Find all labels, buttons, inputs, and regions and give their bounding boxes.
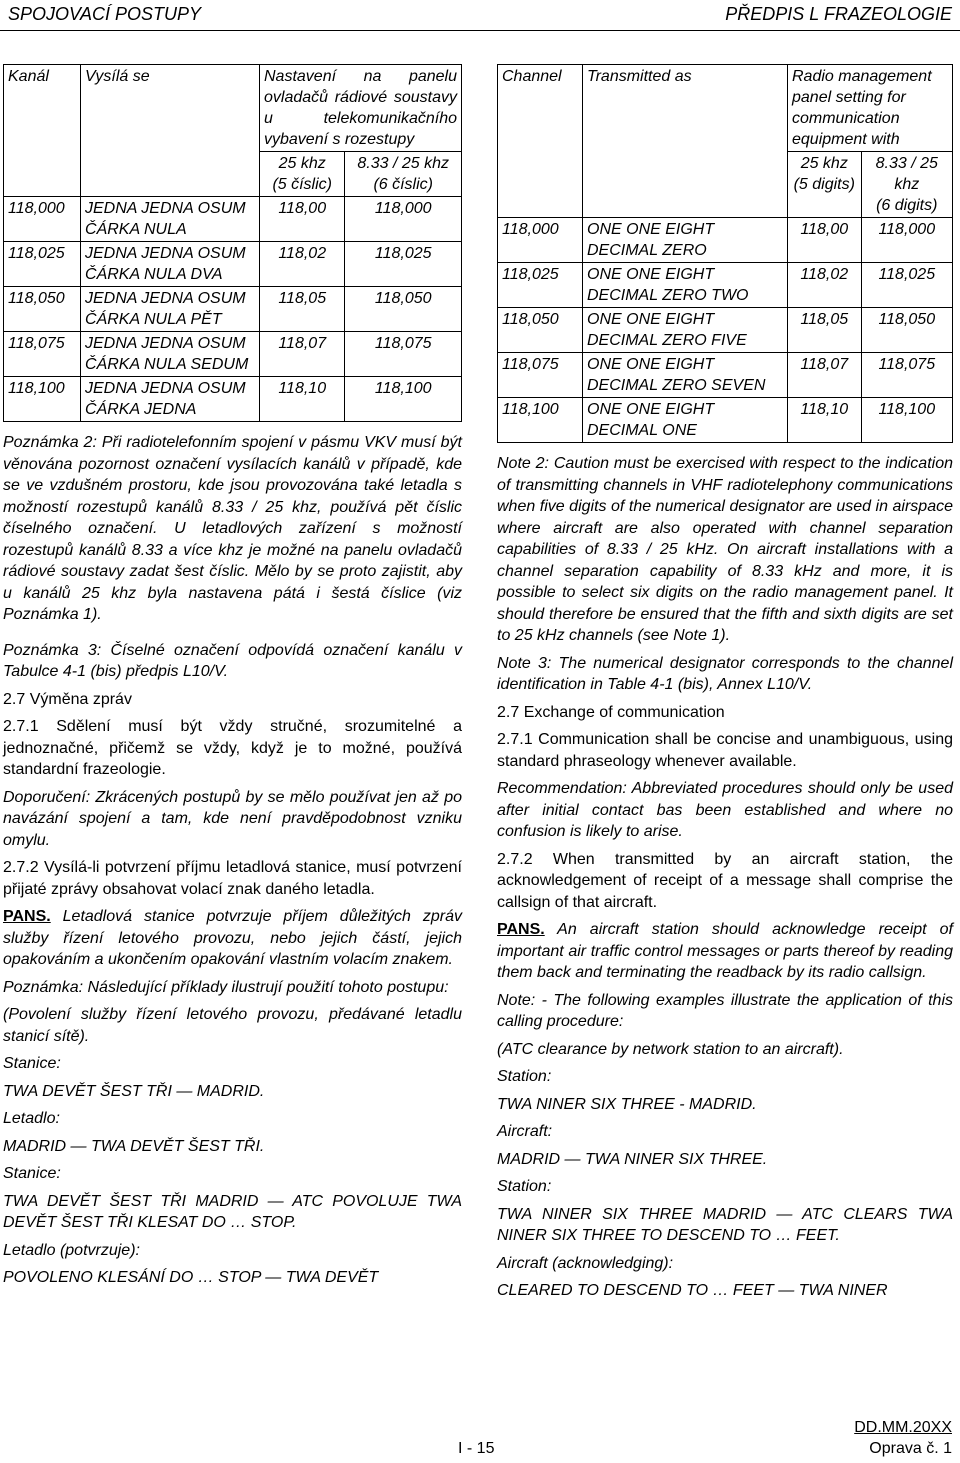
cell-channel: 118,025 xyxy=(498,263,583,308)
cell-5digit: 118,05 xyxy=(260,287,345,332)
cell-6digit: 118,075 xyxy=(345,332,462,377)
header-left-title: SPOJOVACÍ POSTUPY xyxy=(8,4,202,24)
cell-5digit: 118,02 xyxy=(260,242,345,287)
footer-date-code: DD.MM.20XX xyxy=(854,1419,952,1436)
cell-6digit: 118,000 xyxy=(861,218,952,263)
cell-6digit: 118,000 xyxy=(345,197,462,242)
cell-transmitted: JEDNA JEDNA OSUM ČÁRKA NULA DVA xyxy=(81,242,260,287)
th-transmitted: Vysílá se xyxy=(81,65,260,197)
cell-6digit: 118,050 xyxy=(345,287,462,332)
table-row xyxy=(4,197,462,242)
table-row xyxy=(498,218,953,263)
message-text: TWA NINER SIX THREE - MADRID. xyxy=(497,1095,757,1113)
cell-6digit: 118,050 xyxy=(861,308,952,353)
th-channel: Kanál xyxy=(4,65,81,197)
cell-channel: 118,000 xyxy=(4,197,81,242)
note-examples: Poznámka: Následující příklady ilustrují použití tohoto postupu: xyxy=(3,978,449,996)
paragraph-2-7-2: 2.7.2 Vysílá-li potvrzení příjmu letadlová stanice, musí potvrzení přijaté zprávy obsahovat volací znak daného letadla. xyxy=(3,859,462,898)
note-2: Poznámka 2: Při radiotelefonním spojení v pásmu VKV musí být věnována pozornost označení vysílacích kanálů v případě, kde se ve vzdušném prostoru, kde jsou provozována také letadla s možností rozestupů kanálů 8.33 / 25 khz, používá pět číslic číselného označení. U letadlových zařízení s možností rozestupů kanálů 8.33 a více khz je možné na panelu ovladačů rádiové soustavy zadat šest číslic. Mělo by se proto zajistit, aby u kanálů 25 khz byla nastavena pátá i šestá číslice (viz Poznámka 1). xyxy=(3,434,462,623)
speaker-label: Aircraft (acknowledging): xyxy=(497,1254,674,1272)
cell-5digit: 118,10 xyxy=(788,398,862,443)
speaker-label: Station: xyxy=(497,1178,552,1195)
cell-transmitted: JEDNA JEDNA OSUM ČÁRKA NULA SEDUM xyxy=(81,332,260,377)
message-text: TWA NINER SIX THREE MADRID — ATC CLEARS TWA NINER SIX THREE TO DESCEND TO … FEET. xyxy=(497,1205,953,1244)
cell-5digit: 118,10 xyxy=(260,377,345,422)
table-row xyxy=(4,242,462,287)
speaker-label: Letadlo (potvrzuje): xyxy=(3,1241,140,1259)
th-25khz: 25 khz (5 digits) xyxy=(788,152,862,218)
section-heading: 2.7 Výměna zpráv xyxy=(3,690,132,708)
cell-channel: 118,000 xyxy=(498,218,583,263)
speaker-label: Aircraft: xyxy=(497,1123,553,1140)
amendment-label: Oprava č. 1 xyxy=(869,1440,952,1457)
pans-text: Letadlová stanice potvrzuje příjem důležitých zpráv služby řízení letového provozu, nebo jejich částí, jejich opakováním a ukončením opakování vlastním volacím znakem. xyxy=(3,908,462,968)
cell-channel: 118,050 xyxy=(498,308,583,353)
cell-6digit: 118,025 xyxy=(861,263,952,308)
table-row xyxy=(4,377,462,422)
cell-transmitted: JEDNA JEDNA OSUM ČÁRKA NULA xyxy=(81,197,260,242)
speaker-label: Letadlo: xyxy=(3,1110,60,1127)
cell-5digit: 118,05 xyxy=(788,308,862,353)
czech-column xyxy=(3,64,462,1295)
cell-transmitted: ONE ONE EIGHT DECIMAL ZERO TWO xyxy=(583,263,788,308)
cell-5digit: 118,00 xyxy=(788,218,862,263)
clearance-caption: (Povolení služby řízení letového provozu, předávané letadlu stanicí sítě). xyxy=(3,1006,462,1045)
th-833khz: 8.33 / 25 khz (6 číslic) xyxy=(345,152,462,197)
czech-body xyxy=(3,432,462,1289)
cell-6digit: 118,100 xyxy=(345,377,462,422)
message-text: POVOLENO KLESÁNÍ DO … STOP — TWA DEVĚT xyxy=(3,1269,379,1286)
cell-channel: 118,025 xyxy=(4,242,81,287)
cell-5digit: 118,00 xyxy=(260,197,345,242)
cell-transmitted: ONE ONE EIGHT DECIMAL ZERO xyxy=(583,218,788,263)
pans-paragraph xyxy=(3,906,462,971)
th-transmitted: Transmitted as xyxy=(583,65,788,218)
channel-table-cz xyxy=(3,64,462,422)
table-row xyxy=(4,287,462,332)
english-column xyxy=(497,64,953,1308)
recommendation: Recommendation: Abbreviated procedures should only be used after initial contact bas been established and where no confusion is likely to arise. xyxy=(497,780,953,840)
message-text: CLEARED TO DESCEND TO … FEET — TWA NINER xyxy=(497,1282,888,1299)
th-833khz: 8.33 / 25 khz (6 digits) xyxy=(861,152,952,218)
note-examples: Note: - The following examples illustrate the application of this calling procedure: xyxy=(497,991,953,1030)
speaker-label: Stanice: xyxy=(3,1165,61,1182)
speaker-label: Stanice: xyxy=(3,1055,61,1072)
cell-channel: 118,100 xyxy=(4,377,81,422)
table-row xyxy=(498,308,953,353)
table-row xyxy=(4,332,462,377)
note-2: Note 2: Caution must be exercised with respect to the indication of transmitting channels in VHF radiotelephony communications when five digits of the numerical designator are used in airspace where aircraft are also operated with channel separation capabilities of 8.33 / 25 kHz. On aircraft installations with a channel separation capability of 8.33 kHz and more, it is possible to select six digits on the radio management panel. It should therefore be ensured that the fifth and sixth digits are set to 25 kHz channels (see Note 1). xyxy=(497,455,953,644)
cell-channel: 118,075 xyxy=(498,353,583,398)
pans-paragraph xyxy=(497,919,953,984)
cell-5digit: 118,07 xyxy=(260,332,345,377)
table-row xyxy=(498,398,953,443)
clearance-caption: (ATC clearance by network station to an aircraft). xyxy=(497,1040,844,1058)
th-panel: Nastavení na panelu ovladačů rádiové soustavy u telekomunikačního vybavení s rozestupy xyxy=(260,65,462,152)
recommendation: Doporučení: Zkrácených postupů by se mělo používat jen až po navázání spojení a tam, kde není pravděpodobnost vzniku omylu. xyxy=(3,788,462,849)
cell-5digit: 118,02 xyxy=(788,263,862,308)
cell-transmitted: ONE ONE EIGHT DECIMAL ONE xyxy=(583,398,788,443)
th-channel: Channel xyxy=(498,65,583,218)
page-number: I - 15 xyxy=(458,1440,495,1457)
message-text: TWA DEVĚT ŠEST TŘI — MADRID. xyxy=(3,1082,265,1100)
cell-channel: 118,075 xyxy=(4,332,81,377)
message-text: MADRID — TWA NINER SIX THREE. xyxy=(497,1150,768,1168)
cell-6digit: 118,025 xyxy=(345,242,462,287)
message-text: TWA DEVĚT ŠEST TŘI MADRID — ATC POVOLUJE TWA DEVĚT ŠEST TŘI KLESAT DO … STOP. xyxy=(3,1192,462,1231)
th-panel: Radio management panel setting for communication equipment with xyxy=(788,65,953,152)
message-text: MADRID — TWA DEVĚT ŠEST TŘI. xyxy=(3,1137,265,1155)
cell-transmitted: ONE ONE EIGHT DECIMAL ZERO FIVE xyxy=(583,308,788,353)
cell-transmitted: JEDNA JEDNA OSUM ČÁRKA NULA PĚT xyxy=(81,287,260,332)
paragraph-2-7-2: 2.7.2 When transmitted by an aircraft station, the acknowledgement of receipt of a message shall comprise the callsign of that aircraft. xyxy=(497,850,953,911)
table-row xyxy=(498,263,953,308)
page-header xyxy=(0,0,960,31)
english-body xyxy=(497,453,953,1302)
pans-label: PANS. xyxy=(497,921,545,938)
cell-5digit: 118,07 xyxy=(788,353,862,398)
note-3: Note 3: The numerical designator corresponds to the channel identification in Table 4-1 (bis), Annex L10/V. xyxy=(497,654,953,693)
section-heading: 2.7 Exchange of communication xyxy=(497,703,725,721)
cell-channel: 118,050 xyxy=(4,287,81,332)
note-3: Poznámka 3: Číselné označení odpovídá označení kanálu v Tabulce 4-1 (bis) předpis L10/V. xyxy=(3,641,462,680)
channel-table-en xyxy=(497,64,953,443)
speaker-label: Station: xyxy=(497,1068,552,1085)
th-25khz: 25 khz (5 číslic) xyxy=(260,152,345,197)
pans-label: PANS. xyxy=(3,908,51,925)
paragraph-2-7-1: 2.7.1 Communication shall be concise and unambiguous, using standard phraseology whenever available. xyxy=(497,731,953,770)
cell-transmitted: JEDNA JEDNA OSUM ČÁRKA JEDNA xyxy=(81,377,260,422)
cell-transmitted: ONE ONE EIGHT DECIMAL ZERO SEVEN xyxy=(583,353,788,398)
cell-channel: 118,100 xyxy=(498,398,583,443)
cell-6digit: 118,075 xyxy=(861,353,952,398)
pans-text: An aircraft station should acknowledge receipt of important air traffic control messages or parts thereof by reading them back and terminating the readback by its radio callsign. xyxy=(497,921,953,981)
cell-6digit: 118,100 xyxy=(861,398,952,443)
table-row xyxy=(498,353,953,398)
header-right-title: PŘEDPIS L FRAZEOLOGIE xyxy=(725,4,952,24)
paragraph-2-7-1: 2.7.1 Sdělení musí být vždy stručné, srozumitelné a jednoznačné, přičemž se vždy, když je to možné, používá standardní frazeologie. xyxy=(3,718,462,778)
